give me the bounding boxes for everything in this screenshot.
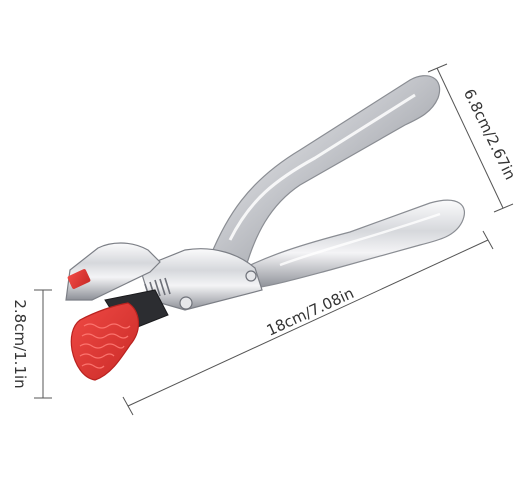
- red-silicone-grip: [71, 303, 138, 380]
- width-label: 2.8cm/1.1in: [11, 299, 29, 389]
- hinge-rivet: [246, 271, 256, 281]
- lower-jaw: [71, 290, 168, 380]
- height-label: 6.8cm/2.67in: [459, 85, 520, 183]
- lower-handle: [240, 200, 464, 288]
- height-tick-top: [428, 64, 447, 72]
- height-tick-bottom: [494, 204, 513, 212]
- dimension-width: [34, 290, 52, 398]
- lower-rivet: [180, 297, 192, 309]
- length-label: 18cm/7.08in: [263, 283, 357, 340]
- length-tick-left: [123, 397, 133, 415]
- length-tick-right: [483, 231, 493, 249]
